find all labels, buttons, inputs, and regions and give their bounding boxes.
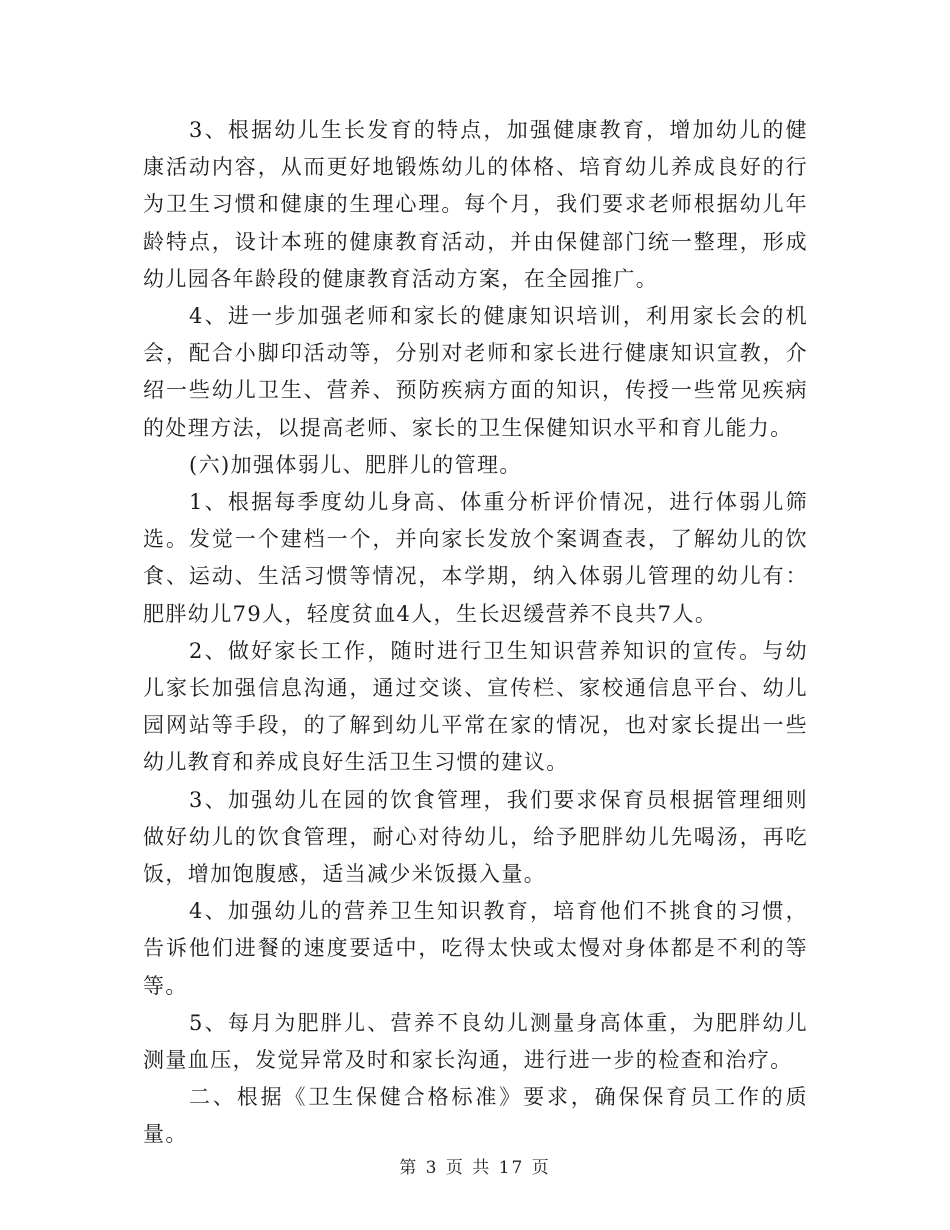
paragraph-monthly-measurement: 5、每月为肥胖儿、营养不良幼儿测量身高体重，为肥胖幼儿测量血压，发觉异常及时和家长沟通，进行进一步的检查和治疗。 — [143, 1010, 808, 1073]
paragraph-diet-management: 3、加强幼儿在园的饮食管理，我们要求保育员根据管理细则做好幼儿的饮食管理，耐心对待幼儿，给予肥胖幼儿先喝汤，再吃饭，增加饱腹感，适当减少米饭摄入量。 — [143, 787, 808, 887]
paragraph-parent-work: 2、做好家长工作，随时进行卫生知识营养知识的宣传。与幼儿家长加强信息沟通，通过交谈、宣传栏、家校通信息平台、幼儿园网站等手段，的了解到幼儿平常在家的情况，也对家长提出一些幼儿教育和养成良好生活卫生习惯的建议。 — [143, 638, 808, 775]
paragraph-health-education: 3、根据幼儿生长发育的特点，加强健康教育，增加幼儿的健康活动内容，从而更好地锻炼幼儿的体格、培育幼儿养成良好的行为卫生习惯和健康的生理心理。每个月，我们要求老师根据幼儿年龄特点，设计本班的健康教育活动，并由保健部门统一整理，形成幼儿园各年龄段的健康教育活动方案，在全园推广。 — [143, 118, 808, 291]
page-number-footer: 第 3 页 共 17 页 — [399, 1158, 551, 1178]
paragraph-nutrition-education: 4、加强幼儿的营养卫生知识教育，培育他们不挑食的习惯，告诉他们进餐的速度要适中，吃得太快或太慢对身体都是不利的等等。 — [143, 899, 808, 998]
document-body — [143, 112, 808, 1154]
section-heading-caregiver-quality: 二、根据《卫生保健合格标准》要求，确保保育员工作的质量。 — [143, 1085, 808, 1147]
section-heading-weak-obese-children: (六)加强体弱儿、肥胖儿的管理。 — [189, 452, 522, 477]
paragraph-health-training: 4、进一步加强老师和家长的健康知识培训，利用家长会的机会，配合小脚印活动等，分别对老师和家长进行健康知识宣教，介绍一些幼儿卫生、营养、预防疾病方面的知识，传授一些常见疾病的处理方法，以提高老师、家长的卫生保健知识水平和育儿能力。 — [143, 304, 808, 440]
paragraph-screening: 1、根据每季度幼儿身高、体重分析评价情况，进行体弱儿筛选。发觉一个建档一个，并向家长发放个案调查表，了解幼儿的饮食、运动、生活习惯等情况，本学期，纳入体弱儿管理的幼儿有：肥胖幼儿79人，轻度贫血4人，生长迟缓营养不良共7人。 — [143, 490, 808, 626]
